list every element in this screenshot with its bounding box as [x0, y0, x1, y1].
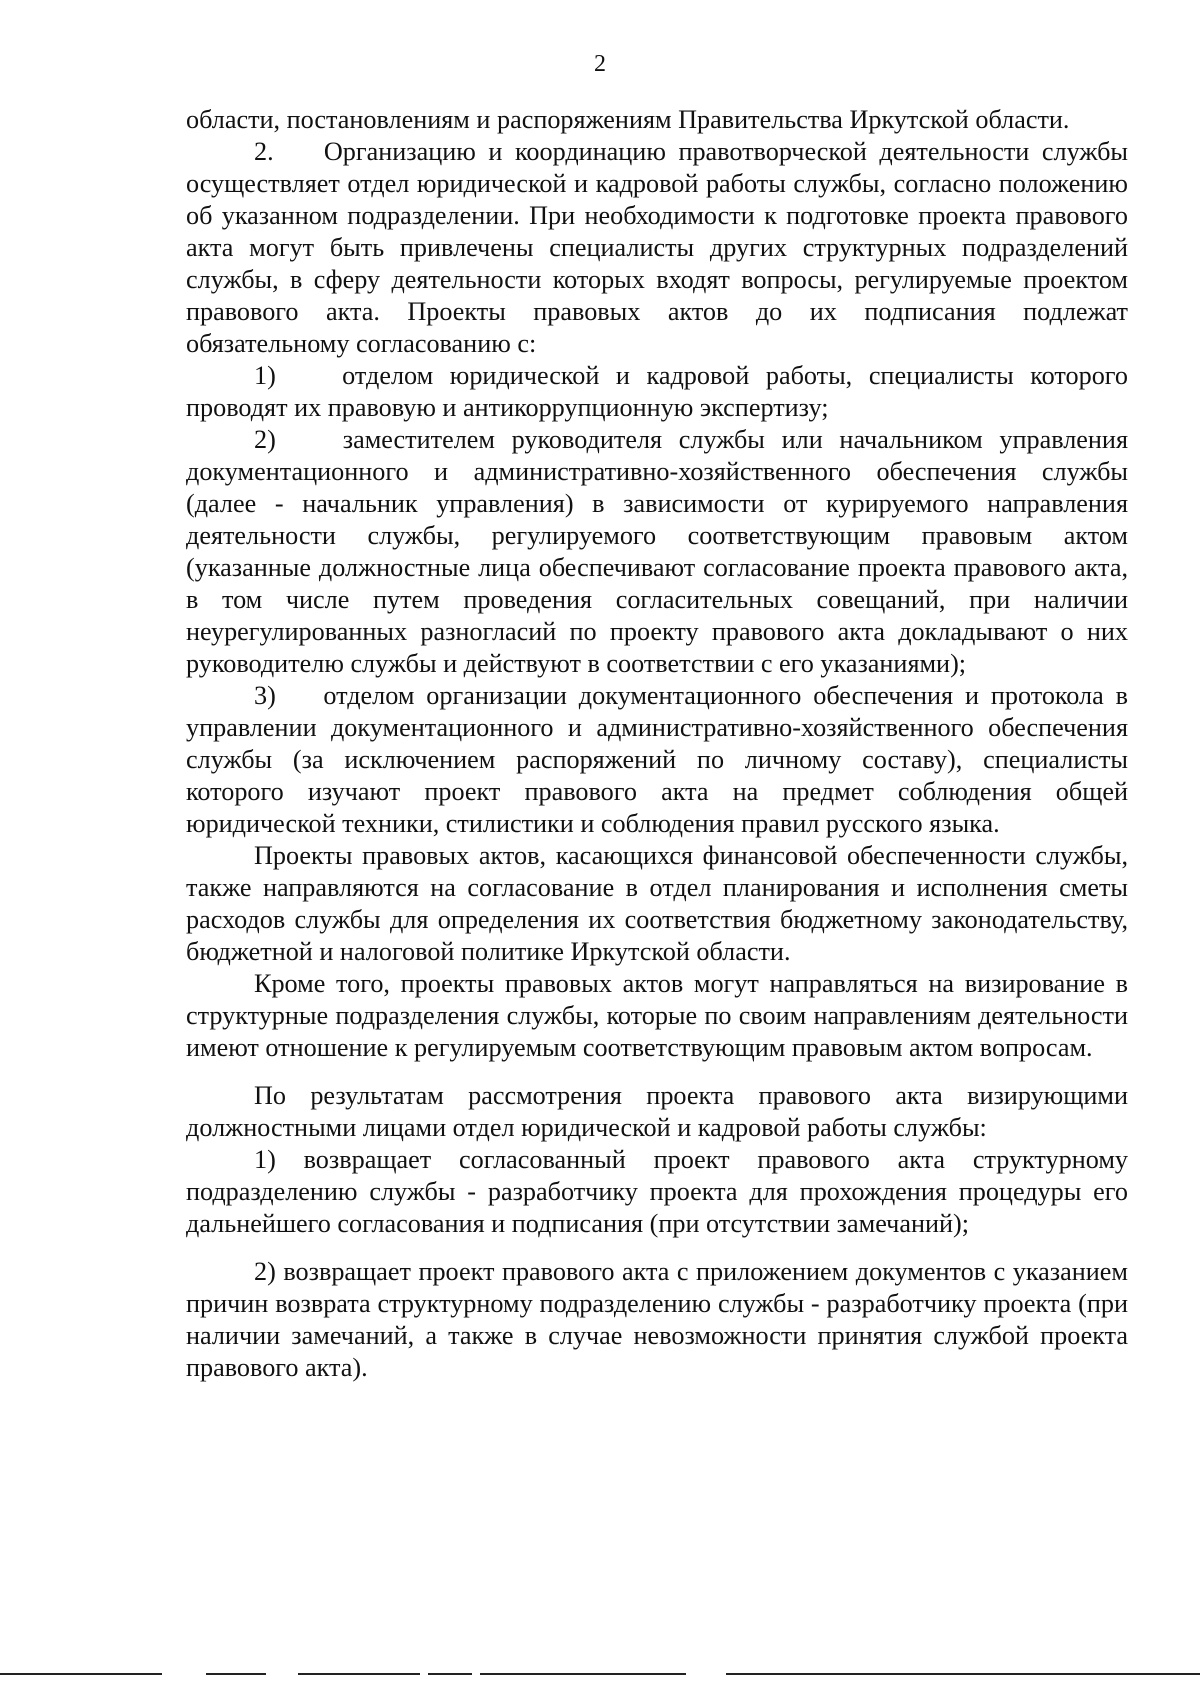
paragraph: 1) возвращает согласованный проект правового акта структурному подразделению службы - разработчику проекта для прохождения процедуры его дальнейшего согласования и подписания (при отсутствии замечаний); [186, 1145, 1128, 1238]
paragraph: 2) возвращает проект правового акта с приложением документов с указанием причин возврата структурному подразделению службы - разработчику проекта (при наличии замечаний, а также в случае невозможности принятия службой проекта правового акта). [186, 1257, 1128, 1382]
document-body [186, 104, 1128, 1384]
paragraph: области, постановлениям и распоряжениям Правительства Иркутской области. [186, 105, 1070, 134]
paragraph: 2. Организацию и координацию правотворческой деятельности службы осуществляет отдел юридической и кадровой работы службы, согласно положению об указанном подразделении. При необходимости к подготовке проекта правового акта могут быть привлечены специалисты других структурных подразделений службы, в сферу деятельности которых входят вопросы, регулируемые проектом правового акта. Проекты правовых актов до их подписания подлежат обязательному согласованию с: [186, 137, 1128, 358]
paragraph: Проекты правовых актов, касающихся финансовой обеспеченности службы, также направляются на согласование в отдел планирования и исполнения сметы расходов службы для определения их соответствия бюджетному законодательству, бюджетной и налоговой политике Иркутской области. [186, 841, 1128, 966]
page-number: 2 [594, 51, 606, 77]
paragraph: 1) отделом юридической и кадровой работы, специалисты которого проводят их правовую и антикоррупционную экспертизу; [186, 361, 1128, 422]
footer-rule [0, 1673, 1200, 1675]
paragraph: 2) заместителем руководителя службы или начальником управления документационного и административно-хозяйственного обеспечения службы (далее - начальник управления) в зависимости от курируемого направления деятельности службы, регулируемого соответствующим правовым актом (указанные должностные лица обеспечивают согласование проекта правового акта, в том числе путем проведения согласительных совещаний, при наличии неурегулированных разногласий по проекту правового акта докладывают о них руководителю службы и действуют в соответствии с его указаниями); [186, 425, 1128, 678]
paragraph: По результатам рассмотрения проекта правового акта визирующими должностными лицами отдел юридической и кадровой работы службы: [186, 1081, 1128, 1142]
paragraph: 3) отделом организации документационного обеспечения и протокола в управлении документационного и административно-хозяйственного обеспечения службы (за исключением распоряжений по личному составу), специалисты которого изучают проект правового акта на предмет соблюдения общей юридической техники, стилистики и соблюдения правил русского языка. [186, 681, 1128, 838]
paragraph: Кроме того, проекты правовых актов могут направляться на визирование в структурные подразделения службы, которые по своим направлениям деятельности имеют отношение к регулируемым соответствующим правовым актом вопросам. [186, 969, 1128, 1062]
